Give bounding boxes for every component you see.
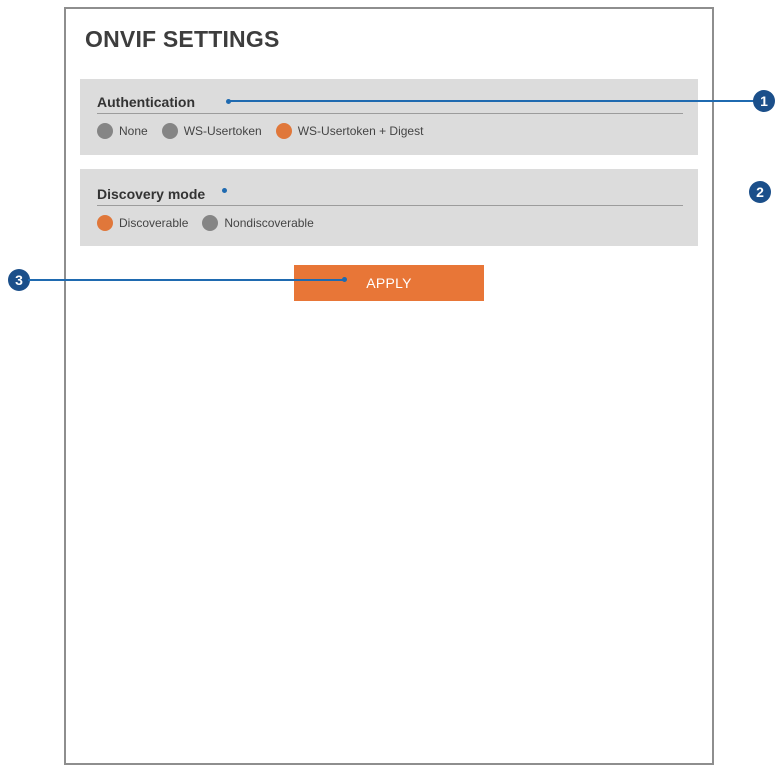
discovery-option-nondiscoverable[interactable] <box>202 215 313 231</box>
radio-none-icon[interactable] <box>97 123 113 139</box>
auth-option-ws-usertoken-digest-label: WS-Usertoken + Digest <box>297 124 424 138</box>
auth-option-none-label: None <box>119 124 148 138</box>
callout-3-anchor-dot <box>342 277 347 282</box>
discovery-option-nondiscoverable-label: Nondiscoverable <box>224 216 314 230</box>
auth-option-ws-usertoken-digest[interactable] <box>276 123 424 139</box>
discovery-options <box>97 215 314 231</box>
page-title: ONVIF SETTINGS <box>85 26 280 52</box>
authentication-options <box>97 123 423 139</box>
discovery-mode-label: Discovery mode <box>97 186 206 202</box>
discovery-option-discoverable-label: Discoverable <box>119 216 189 230</box>
apply-button[interactable]: APPLY <box>294 265 484 301</box>
callout-3-leader-line <box>28 279 346 281</box>
auth-option-ws-usertoken-label: WS-Usertoken <box>183 124 262 138</box>
callout-1-leader-line <box>228 100 758 102</box>
discovery-mode-section <box>80 169 698 246</box>
authentication-divider <box>97 113 683 114</box>
discovery-divider <box>97 205 683 206</box>
discovery-option-discoverable[interactable] <box>97 215 188 231</box>
radio-discoverable-icon[interactable] <box>97 215 113 231</box>
discovery-anchor-dot <box>222 188 227 193</box>
authentication-label: Authentication <box>97 94 195 110</box>
authentication-section <box>80 79 698 155</box>
auth-option-none[interactable] <box>97 123 148 139</box>
onvif-settings-panel <box>64 7 714 765</box>
callout-1-badge: 1 <box>753 90 775 112</box>
callout-2-badge: 2 <box>749 181 771 203</box>
radio-nondiscoverable-icon[interactable] <box>202 215 218 231</box>
auth-option-ws-usertoken[interactable] <box>162 123 262 139</box>
radio-ws-usertoken-digest-icon[interactable] <box>276 123 292 139</box>
radio-ws-usertoken-icon[interactable] <box>162 123 178 139</box>
callout-3-badge: 3 <box>8 269 30 291</box>
